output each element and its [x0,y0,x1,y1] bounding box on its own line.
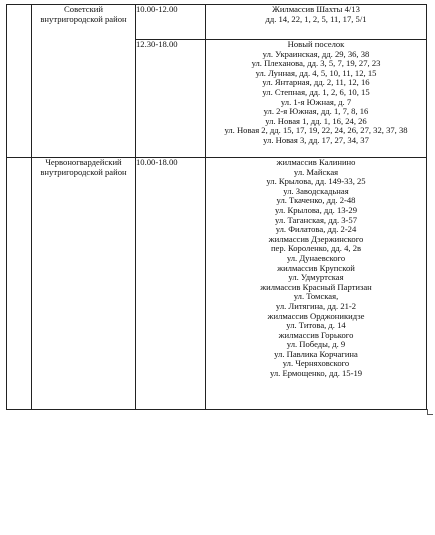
address-line: ул. Крылова, дд. 13-29 [274,204,358,215]
address-line: жилмассив Калинино [276,157,356,167]
schedule-row [7,158,427,410]
district-name-line: Советский [64,4,103,14]
schedule-body [7,5,427,410]
address-line: дд. 14, 22, 1, 2, 5, 11, 17, 5/1 [265,13,367,24]
address-line: жилмассив Дзержинского [268,233,364,244]
time-range: 10.00-18.00 [136,157,178,167]
address-line: ул. Таганская, дд. 3-57 [274,214,357,225]
district-name-line: внутригородской район [40,13,127,24]
address-line: ул. Крылова, дд. 149-33, 25 [266,176,366,187]
address-line: ул. Павлика Корчагина [274,348,358,359]
text-boundary-marker [427,409,433,415]
schedule-row [7,5,427,40]
address-cell [206,40,427,158]
address-line: ул. Степная, дд. 1, 2, 6, 10, 15 [262,86,370,97]
address-line: ул. Украинская, дд. 29, 36, 38 [262,48,370,59]
schedule-table [6,4,427,410]
address-line: жилмассив Красный Партизан [260,281,372,292]
address-line: пер. Короленко, дд. 4, 2в [270,243,362,254]
address-line: ул. Филатова, дд. 2-24 [275,224,357,235]
address-line: ул. Новая 3, дд. 17, 27, 34, 37 [263,134,369,145]
address-cell [206,158,427,410]
address-line: ул. Новая 2, дд. 15, 17, 19, 22, 24, 26, 27, 32, 37, 38 [224,125,408,136]
district-name-line: внутригородской район [40,166,127,177]
address-line: ул. Черняховского [282,358,350,369]
address-line: ул. Удмуртская [288,272,344,283]
address-line: ул. Победы, д. 9 [286,339,346,350]
address-line: ул. 2-я Южная, дд. 1, 7, 8, 16 [263,106,369,117]
time-range: 10.00-12.00 [136,4,178,14]
row-number-cell [7,158,32,410]
district-cell [32,5,136,158]
address-cell [206,5,427,40]
address-line: ул. Новая 1, дд. 1, 16, 24, 26 [265,115,367,126]
address-line: ул. Лунная, дд. 4, 5, 10, 11, 12, 15 [255,67,377,78]
time-cell [136,5,206,40]
address-line: ул. Литягина, дд. 21-2 [275,300,357,311]
district-cell [32,158,136,410]
address-line: жилмассив Горького [278,329,354,340]
address-line: жилмассив Орджоникидзе [267,310,365,321]
address-line: ул. Титова, д. 14 [286,320,346,331]
address-line: ул. Заводскадьная [283,185,349,196]
address-line: Новый поселок [287,39,345,49]
address-line: ул. Томская, [293,291,339,302]
address-line: жилмассив Крупской [277,262,355,273]
time-cell [136,40,206,158]
district-name-line: Червоногвардейский [45,157,122,167]
address-line: ул. 1-я Южная, д. 7 [280,96,352,107]
address-line: ул. Ермощенко, дд. 15-19 [269,368,363,379]
time-range: 12.30-18.00 [136,39,178,49]
address-line: Жилмассив Шахты 4/13 [272,4,360,14]
address-line: ул. Ткаченко, дд. 2-48 [276,195,356,206]
address-line: ул. Дунаевского [286,252,346,263]
address-line: ул. Плеханова, дд. 3, 5, 7, 19, 27, 23 [251,58,381,69]
time-cell [136,158,206,410]
address-line: ул. Янтарная, дд. 2, 11, 12, 16 [262,77,370,88]
row-number-cell [7,5,32,158]
address-line: ул. Майская [293,166,339,177]
